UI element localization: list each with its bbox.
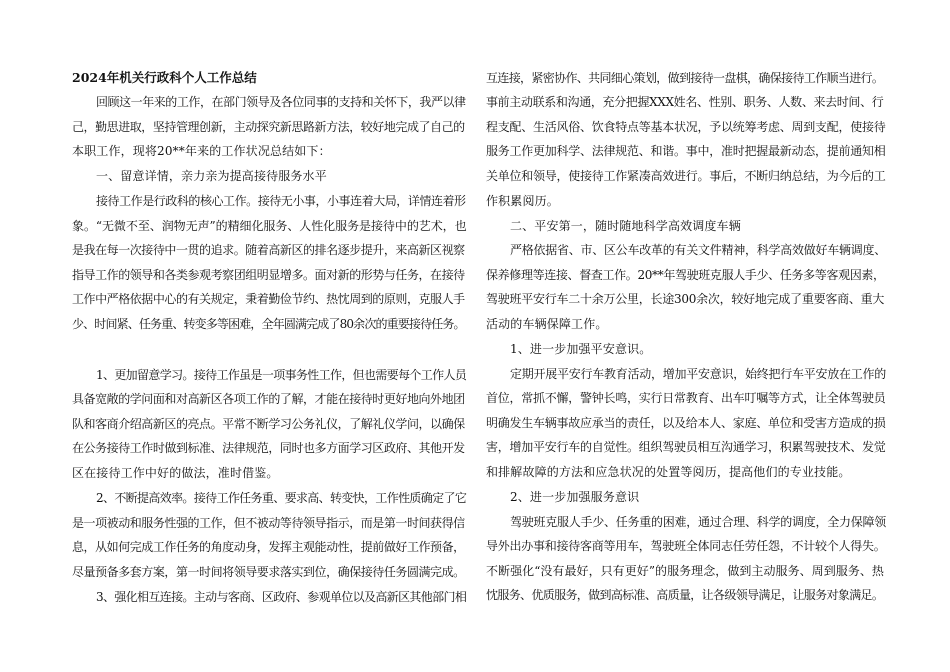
subsection-heading: 1、进一步加强平安意识。: [510, 342, 652, 356]
paragraph-line: 作积累阅历。: [486, 194, 559, 208]
paragraph-line: 忱服务、优质服务，做到高标准、高质量，让各级领导满足，让服务对象满足。: [486, 588, 884, 602]
paragraph-line: 害，增加平安行车的自觉性。组织驾驶员相互沟通学习，积累驾驶技术、发觉: [486, 440, 886, 454]
paragraph-line: 严格依据省、市、区公车改革的有关文件精神，科学高效做好车辆调度、: [510, 243, 887, 257]
paragraph-line: 区在接待工作中好的做法，准时借鉴。: [72, 466, 279, 480]
paragraph-line: 少、时间紧、任务重、转变多等困难，全年圆满完成了80余次的重要接待任务。: [72, 317, 465, 331]
paragraph-line: 队和客商介绍高新区的亮点。平常不断学习公务礼仪，了解礼仪学问，以确保: [72, 417, 465, 431]
paragraph-line: 导外出办事和接待客商等用车，驾驶班全体同志任劳任怨，不计较个人得失。: [486, 539, 886, 553]
paragraph-line: 互连接，紧密协作、共同细心策划，做到接待一盘棋，确保接待工作顺当进行。: [486, 71, 884, 85]
paragraph-line: 工作中严格依据中心的有关规定，秉着勤俭节约、热忱周到的原则，克服人手: [72, 292, 465, 306]
paragraph-line: 明确发生车辆事故应承当的责任，以及给本人、家庭、单位和受害方造成的损: [486, 416, 886, 430]
paragraph-line: 己，勤思进取，坚持管理创新，主动探究新思路新方法，较好地完成了自己的: [72, 120, 465, 134]
paragraph-line: 2、不断提高效率。接待工作任务重、要求高、转变快，工作性质确定了它: [96, 491, 467, 505]
paragraph-line: 本职工作，现将20**年来的工作状况总结如下：: [72, 144, 331, 158]
paragraph-line: 息，从如何完成工作任务的角度动身，发挥主观能动性，提前做好工作预备，: [72, 540, 465, 554]
paragraph-line: 不断强化“没有最好，只有更好”的服务理念，做到主动服务、周到服务、热: [486, 564, 884, 578]
paragraph-line: 和排解故障的方法和应急状况的处置等阅历，提高他们的专业技能。: [486, 465, 851, 479]
paragraph-line: 驾驶班平安行车二十余万公里，长途300余次，较好地完成了重要客商、重大: [486, 292, 885, 306]
paragraph-line: 关单位和领导，使接待工作紧凑高效进行。事后，不断归纳总结，为今后的工: [486, 169, 886, 183]
paragraph-line: 服务工作更加科学、法律规范、和谐。事中，准时把握最新动态，提前通知相: [486, 144, 886, 158]
paragraph-line: 象。“无微不至、润物无声”的精细化服务、人性化服务是接待中的艺术，也: [72, 219, 467, 233]
paragraph-line: 回顾这一年来的工作，在部门领导及各位同事的支持和关怀下，我严以律: [96, 95, 466, 109]
paragraph-line: 定期开展平安行车教育活动，增加平安意识，始终把行车平安放在工作的: [510, 367, 887, 381]
paragraph-line: 事前主动联系和沟通，充分把握XXX姓名、性别、职务、人数、来去时间、行: [486, 95, 884, 109]
subsection-heading: 2、进一步加强服务意识: [510, 490, 640, 504]
paragraph-line: 是一项被动和服务性强的工作，但不被动等待领导指示，而是第一时间获得信: [72, 516, 465, 530]
section-heading: 一、留意详情，亲力亲为提高接待服务水平: [96, 169, 327, 183]
paragraph-line: 具备宽敞的学问面和对高新区各项工作的了解，才能在接待时更好地向外地团: [72, 392, 465, 406]
paragraph-line: 保养修理等连接、督查工作。20**年驾驶班克服人手少、任务多等客观因素，: [486, 268, 885, 282]
section-heading: 二、平安第一，随时随地科学高效调度车辆: [510, 219, 741, 233]
paragraph-line: 活动的车辆保障工作。: [486, 317, 608, 331]
paragraph-line: 在公务接待工作时做到标准、法律规范，同时也多方面学习区政府、其他开发: [72, 441, 465, 455]
paragraph-line: 首位，常抓不懈，警钟长鸣，实行日常教育、出车叮嘱等方式，让全体驾驶员: [486, 391, 886, 405]
paragraph-line: 接待工作是行政科的核心工作。接待无小事，小事连着大局，详情连着形: [96, 194, 466, 208]
document-title: 2024年机关行政科个人工作总结: [72, 70, 257, 85]
paragraph-line: 指导工作的领导和各类参观考察团组明显增多。面对新的形势与任务，在接待: [72, 268, 465, 282]
paragraph-line: 1、更加留意学习。接待工作虽是一项事务性工作，但也需要每个工作人员: [96, 368, 467, 382]
paragraph-line: 程支配、生活风俗、饮食特点等基本状况，予以统筹考虑、周到支配，使接待: [486, 120, 886, 134]
paragraph-line: 3、强化相互连接。主动与客商、区政府、参观单位以及高新区其他部门相: [96, 590, 467, 604]
paragraph-line: 尽量预备多套方案，第一时间将领导要求落实到位，确保接待任务圆满完成。: [72, 565, 465, 579]
paragraph-line: 驾驶班克服人手少、任务重的困难，通过合理、科学的调度，全力保障领: [510, 515, 887, 529]
paragraph-line: 是我在每一次接待中一贯的追求。随着高新区的排名逐步提升，来高新区视察: [72, 243, 465, 257]
